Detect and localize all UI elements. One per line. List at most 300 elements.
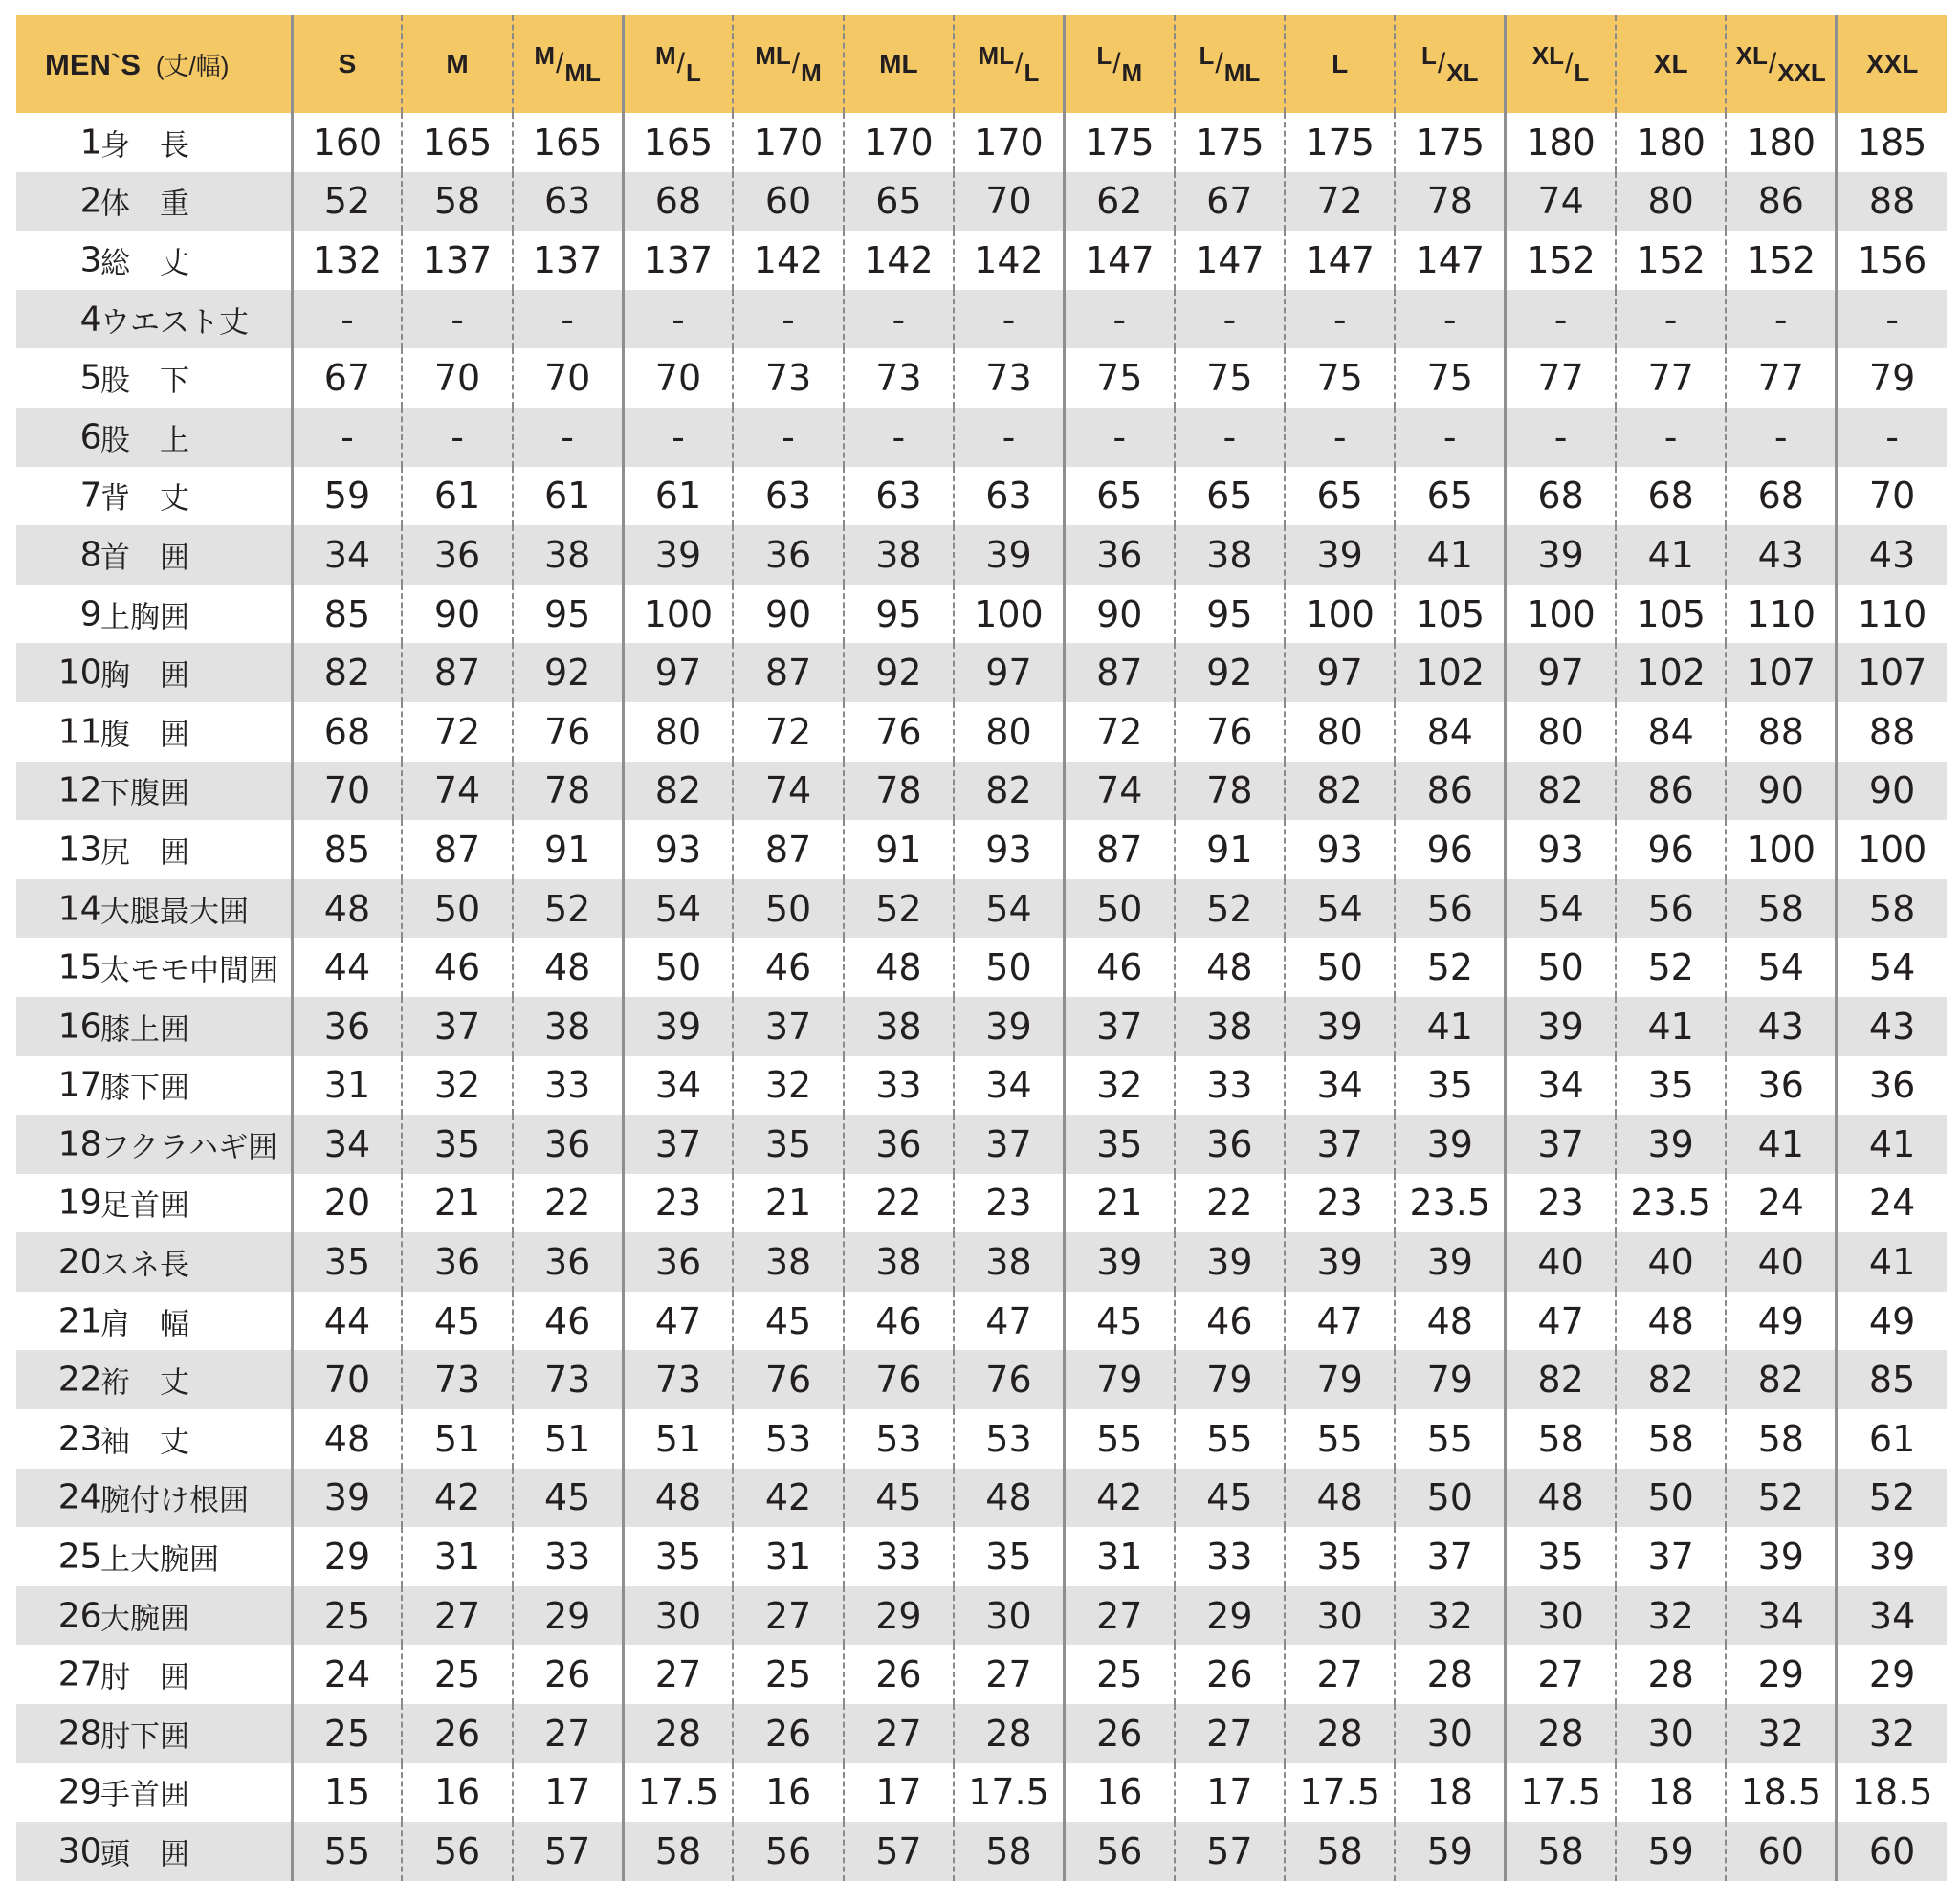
measurement-name: 上大腕囲 [100, 1542, 219, 1578]
row-label-cell [16, 231, 292, 290]
measurement-name: 手首囲 [100, 1778, 189, 1813]
measurement-value: 80 [1285, 702, 1395, 762]
table-row [16, 172, 1947, 232]
measurement-value: 36 [733, 525, 843, 585]
measurement-value: 95 [1175, 585, 1285, 644]
table-row [16, 820, 1947, 879]
measurement-value: 50 [1064, 879, 1174, 939]
measurement-value: 28 [1506, 1704, 1616, 1763]
measurement-value: 56 [733, 1822, 843, 1881]
row-number: 10 [57, 653, 102, 693]
size-header-slash: / [1768, 48, 1777, 79]
measurement-name: 尻 囲 [100, 835, 189, 871]
measurement-value: 50 [1506, 938, 1616, 997]
row-number: 29 [57, 1772, 102, 1812]
measurement-value: 90 [402, 585, 512, 644]
measurement-value: 22 [1175, 1174, 1285, 1233]
measurement-value: 72 [1285, 172, 1395, 232]
measurement-value: 34 [954, 1056, 1064, 1116]
measurement-value: 52 [1726, 1469, 1836, 1528]
measurement-value: 48 [1616, 1292, 1726, 1351]
measurement-value: 87 [402, 820, 512, 879]
measurement-value: - [292, 290, 402, 349]
size-header-9 [1175, 15, 1285, 113]
measurement-value: 39 [1395, 1115, 1505, 1174]
measurement-value: 28 [1616, 1645, 1726, 1704]
measurement-value: 70 [292, 762, 402, 821]
measurement-value: 175 [1064, 113, 1174, 172]
measurement-value: 78 [1395, 172, 1505, 232]
measurement-value: 70 [292, 1350, 402, 1409]
measurement-value: 55 [1064, 1409, 1174, 1469]
measurement-value: 32 [1064, 1056, 1174, 1116]
measurement-value: 39 [1837, 1527, 1947, 1586]
measurement-value: 175 [1175, 113, 1285, 172]
measurement-value: 39 [1506, 525, 1616, 585]
measurement-value: 86 [1395, 762, 1505, 821]
measurement-value: 23 [1506, 1174, 1616, 1233]
row-label-cell [16, 467, 292, 526]
measurement-value: 70 [954, 172, 1064, 232]
table-row [16, 231, 1947, 290]
measurement-value: - [1506, 408, 1616, 467]
measurement-value: 95 [844, 585, 954, 644]
measurement-value: 90 [1726, 762, 1836, 821]
measurement-value: 100 [1837, 820, 1947, 879]
measurement-value: 102 [1395, 643, 1505, 702]
measurement-value: 80 [1616, 172, 1726, 232]
measurement-value: 45 [844, 1469, 954, 1528]
measurement-value: 17 [1175, 1763, 1285, 1823]
measurement-value: 51 [513, 1409, 623, 1469]
measurement-value: 57 [1175, 1822, 1285, 1881]
measurement-name: ウエスト丈 [100, 305, 249, 341]
measurement-value: 60 [1837, 1822, 1947, 1881]
measurement-value: 110 [1726, 585, 1836, 644]
measurement-value: 79 [1175, 1350, 1285, 1409]
measurement-value: 37 [954, 1115, 1064, 1174]
measurement-name: 膝下囲 [100, 1071, 189, 1106]
row-label-cell [16, 113, 292, 172]
measurement-value: 87 [1064, 820, 1174, 879]
measurement-value: 25 [733, 1645, 843, 1704]
row-label-cell [16, 1232, 292, 1292]
measurement-value: 63 [733, 467, 843, 526]
measurement-value: - [1064, 408, 1174, 467]
measurement-value: 78 [844, 762, 954, 821]
measurement-value: 57 [513, 1822, 623, 1881]
row-number: 30 [57, 1831, 102, 1871]
measurement-value: 58 [1726, 1409, 1836, 1469]
measurement-value: 37 [1506, 1115, 1616, 1174]
measurement-value: 28 [954, 1704, 1064, 1763]
measurement-value: 36 [292, 997, 402, 1056]
row-label-cell [16, 762, 292, 821]
measurement-value: 137 [623, 231, 733, 290]
measurement-value: - [623, 408, 733, 467]
size-header-top: M [534, 41, 556, 70]
measurement-value: 78 [513, 762, 623, 821]
measurement-value: 32 [1837, 1704, 1947, 1763]
measurement-value: 180 [1616, 113, 1726, 172]
measurement-value: - [1285, 408, 1395, 467]
measurement-value: 58 [1616, 1409, 1726, 1469]
measurement-value: 52 [844, 879, 954, 939]
measurement-value: 35 [623, 1527, 733, 1586]
measurement-value: - [1285, 290, 1395, 349]
size-header-top: S [338, 49, 357, 78]
measurement-value: 82 [1506, 762, 1616, 821]
measurement-value: 97 [1506, 643, 1616, 702]
table-row [16, 702, 1947, 762]
measurement-value: 58 [954, 1822, 1064, 1881]
measurement-value: 79 [1285, 1350, 1395, 1409]
measurement-value: 47 [954, 1292, 1064, 1351]
measurement-value: 90 [733, 585, 843, 644]
row-label-cell [16, 1527, 292, 1586]
row-number: 20 [57, 1242, 102, 1282]
measurement-value: 82 [1285, 762, 1395, 821]
measurement-value: 37 [733, 997, 843, 1056]
table-row [16, 1822, 1947, 1881]
measurement-value: 22 [513, 1174, 623, 1233]
measurement-value: 27 [733, 1586, 843, 1646]
measurement-value: - [1395, 408, 1505, 467]
measurement-value: 170 [954, 113, 1064, 172]
measurement-value: 23 [1285, 1174, 1395, 1233]
measurement-value: 63 [513, 172, 623, 232]
measurement-value: 32 [402, 1056, 512, 1116]
row-number: 3 [79, 240, 102, 280]
measurement-value: 39 [1285, 997, 1395, 1056]
measurement-value: 48 [1395, 1292, 1505, 1351]
row-number: 11 [57, 712, 102, 752]
measurement-value: 39 [1395, 1232, 1505, 1292]
measurement-value: 93 [1285, 820, 1395, 879]
measurement-value: 36 [1175, 1115, 1285, 1174]
measurement-value: 50 [1395, 1469, 1505, 1528]
measurement-value: 41 [1837, 1115, 1947, 1174]
table-row [16, 525, 1947, 585]
measurement-value: 80 [954, 702, 1064, 762]
measurement-value: 27 [1285, 1645, 1395, 1704]
measurement-name: 肩 幅 [100, 1307, 189, 1342]
measurement-value: 91 [1175, 820, 1285, 879]
measurement-value: 17 [844, 1763, 954, 1823]
measurement-value: 55 [1395, 1409, 1505, 1469]
measurement-value: 93 [954, 820, 1064, 879]
size-header-slash: / [556, 48, 564, 79]
measurement-value: - [733, 408, 843, 467]
measurement-value: 85 [292, 585, 402, 644]
row-number: 28 [57, 1714, 102, 1754]
row-number: 14 [57, 889, 102, 929]
measurement-value: 100 [1285, 585, 1395, 644]
size-header-top: XL [1531, 41, 1565, 70]
measurement-value: 35 [1616, 1056, 1726, 1116]
measurement-value: 50 [1285, 938, 1395, 997]
measurement-value: 91 [513, 820, 623, 879]
measurement-value: 87 [733, 820, 843, 879]
measurement-value: 24 [1726, 1174, 1836, 1233]
measurement-name: スネ長 [100, 1248, 189, 1283]
measurement-name: 上胸囲 [100, 600, 189, 635]
measurement-value: - [1837, 290, 1947, 349]
measurement-value: 53 [954, 1409, 1064, 1469]
measurement-value: 30 [623, 1586, 733, 1646]
measurement-value: 34 [1726, 1586, 1836, 1646]
measurement-value: 175 [1395, 113, 1505, 172]
row-label-cell [16, 820, 292, 879]
table-row [16, 1704, 1947, 1763]
measurement-value: 48 [292, 1409, 402, 1469]
measurement-value: 78 [1175, 762, 1285, 821]
measurement-value: 56 [1064, 1822, 1174, 1881]
size-header-top: L [1421, 41, 1437, 70]
table-subtitle: (丈/幅) [155, 51, 230, 80]
row-label-cell [16, 290, 292, 349]
measurement-value: 175 [1285, 113, 1395, 172]
measurement-value: 45 [1064, 1292, 1174, 1351]
measurement-value: 52 [1616, 938, 1726, 997]
measurement-value: 38 [513, 525, 623, 585]
measurement-value: 39 [292, 1469, 402, 1528]
table-row [16, 762, 1947, 821]
measurement-value: - [844, 290, 954, 349]
measurement-value: 37 [1064, 997, 1174, 1056]
measurement-value: 54 [1726, 938, 1836, 997]
measurement-value: 23.5 [1616, 1174, 1726, 1233]
measurement-value: 18 [1395, 1763, 1505, 1823]
measurement-value: 100 [623, 585, 733, 644]
measurement-value: 22 [844, 1174, 954, 1233]
measurement-value: 92 [844, 643, 954, 702]
size-header-top: XXL [1865, 49, 1919, 78]
measurement-value: 18.5 [1726, 1763, 1836, 1823]
measurement-value: 76 [733, 1350, 843, 1409]
measurement-value: 67 [292, 348, 402, 408]
table-row [16, 348, 1947, 408]
measurement-name: 裄 丈 [100, 1365, 189, 1401]
row-label-cell [16, 879, 292, 939]
measurement-name: フクラハギ囲 [100, 1130, 278, 1165]
table-row [16, 1469, 1947, 1528]
measurement-value: 105 [1616, 585, 1726, 644]
measurement-value: 55 [292, 1822, 402, 1881]
row-label-cell [16, 1115, 292, 1174]
measurement-value: 32 [1726, 1704, 1836, 1763]
size-header-15 [1837, 15, 1947, 113]
measurement-value: 58 [402, 172, 512, 232]
measurement-value: 54 [954, 879, 1064, 939]
measurement-value: 27 [1175, 1704, 1285, 1763]
measurement-value: - [954, 290, 1064, 349]
measurement-value: 82 [1506, 1350, 1616, 1409]
measurement-value: 65 [1395, 467, 1505, 526]
measurement-value: 18 [1616, 1763, 1726, 1823]
row-number: 24 [57, 1477, 102, 1517]
measurement-value: 41 [1837, 1232, 1947, 1292]
size-header-12 [1506, 15, 1616, 113]
measurement-value: 27 [1506, 1645, 1616, 1704]
measurement-value: 50 [623, 938, 733, 997]
measurement-value: 33 [844, 1527, 954, 1586]
measurement-value: 31 [292, 1056, 402, 1116]
header-row [16, 15, 1947, 113]
measurement-value: 73 [954, 348, 1064, 408]
size-header-3 [513, 15, 623, 113]
size-header-6 [844, 15, 954, 113]
measurement-value: 70 [1837, 467, 1947, 526]
size-header-slash: / [1437, 48, 1446, 79]
table-row [16, 879, 1947, 939]
row-number: 22 [57, 1360, 102, 1400]
measurement-value: 91 [844, 820, 954, 879]
measurement-value: - [292, 408, 402, 467]
measurement-value: 48 [1506, 1469, 1616, 1528]
measurement-value: - [1726, 290, 1836, 349]
measurement-value: 165 [402, 113, 512, 172]
size-header-bottom: XXL [1777, 58, 1826, 87]
measurement-value: 47 [623, 1292, 733, 1351]
table-title: MEN`S [45, 47, 141, 81]
measurement-value: 160 [292, 113, 402, 172]
measurement-value: - [954, 408, 1064, 467]
measurement-value: 58 [1506, 1409, 1616, 1469]
measurement-value: 46 [733, 938, 843, 997]
measurement-value: 43 [1726, 997, 1836, 1056]
measurement-value: 48 [1175, 938, 1285, 997]
measurement-value: 75 [1175, 348, 1285, 408]
measurement-value: 60 [1726, 1822, 1836, 1881]
measurement-value: 74 [733, 762, 843, 821]
measurement-value: 54 [1837, 938, 1947, 997]
size-header-11 [1395, 15, 1505, 113]
row-label-cell [16, 1704, 292, 1763]
measurement-value: 46 [1175, 1292, 1285, 1351]
measurement-value: 36 [513, 1115, 623, 1174]
measurement-value: 41 [1395, 997, 1505, 1056]
size-header-slash: / [1112, 48, 1121, 79]
measurement-value: 79 [1395, 1350, 1505, 1409]
measurement-value: 70 [513, 348, 623, 408]
measurement-value: 25 [292, 1586, 402, 1646]
size-header-top: M [446, 49, 469, 78]
measurement-value: 24 [292, 1645, 402, 1704]
measurement-value: 61 [623, 467, 733, 526]
measurement-value: 88 [1837, 702, 1947, 762]
measurement-value: 165 [623, 113, 733, 172]
size-header-14 [1726, 15, 1836, 113]
measurement-value: 17.5 [1285, 1763, 1395, 1823]
measurement-value: 48 [1285, 1469, 1395, 1528]
measurement-value: 44 [292, 938, 402, 997]
measurement-value: 73 [733, 348, 843, 408]
measurement-value: 46 [1064, 938, 1174, 997]
row-number: 12 [57, 770, 102, 810]
table-row [16, 1056, 1947, 1116]
row-number: 15 [57, 947, 102, 987]
measurement-value: 79 [1837, 348, 1947, 408]
measurement-value: 33 [844, 1056, 954, 1116]
measurement-value: 97 [954, 643, 1064, 702]
measurement-value: 45 [733, 1292, 843, 1351]
measurement-value: 100 [1726, 820, 1836, 879]
row-number: 8 [79, 535, 102, 575]
measurement-value: 38 [954, 1232, 1064, 1292]
measurement-value: 165 [513, 113, 623, 172]
table-row [16, 1586, 1947, 1646]
measurement-value: 17 [513, 1763, 623, 1823]
measurement-value: 17.5 [954, 1763, 1064, 1823]
measurement-value: 34 [292, 525, 402, 585]
measurement-value: 33 [1175, 1527, 1285, 1586]
measurement-value: 107 [1837, 643, 1947, 702]
measurement-value: 43 [1837, 525, 1947, 585]
size-chart-table [16, 15, 1947, 1881]
measurement-value: 74 [1064, 762, 1174, 821]
table-row [16, 1645, 1947, 1704]
measurement-value: 29 [1175, 1586, 1285, 1646]
size-header-4 [623, 15, 733, 113]
measurement-value: 92 [1175, 643, 1285, 702]
measurement-value: 39 [954, 525, 1064, 585]
measurement-value: 36 [1837, 1056, 1947, 1116]
measurement-value: 27 [1064, 1586, 1174, 1646]
measurement-value: 49 [1726, 1292, 1836, 1351]
measurement-value: 50 [733, 879, 843, 939]
measurement-value: 55 [1285, 1409, 1395, 1469]
measurement-value: 76 [844, 702, 954, 762]
measurement-value: 59 [292, 467, 402, 526]
measurement-value: 39 [1616, 1115, 1726, 1174]
table-row [16, 585, 1947, 644]
measurement-name: 股 下 [100, 364, 189, 399]
measurement-value: 21 [733, 1174, 843, 1233]
measurement-value: - [402, 408, 512, 467]
measurement-value: 38 [513, 997, 623, 1056]
measurement-value: 42 [402, 1469, 512, 1528]
measurement-value: 33 [513, 1527, 623, 1586]
measurement-value: 90 [1837, 762, 1947, 821]
measurement-value: 35 [402, 1115, 512, 1174]
table-row [16, 643, 1947, 702]
measurement-value: 55 [1175, 1409, 1285, 1469]
measurement-value: 82 [1726, 1350, 1836, 1409]
row-number: 18 [57, 1124, 102, 1164]
measurement-value: 40 [1726, 1232, 1836, 1292]
measurement-value: 35 [1395, 1056, 1505, 1116]
row-label-cell [16, 1174, 292, 1233]
measurement-name: 太モモ中間囲 [100, 953, 278, 988]
measurement-value: 18.5 [1837, 1763, 1947, 1823]
measurement-value: 21 [402, 1174, 512, 1233]
row-label-cell [16, 1469, 292, 1528]
measurement-value: 86 [1726, 172, 1836, 232]
measurement-value: 59 [1395, 1822, 1505, 1881]
measurement-value: 26 [733, 1704, 843, 1763]
measurement-name: 首 囲 [100, 541, 189, 576]
size-header-10 [1285, 15, 1395, 113]
size-header-top: M [655, 41, 676, 70]
measurement-value: 31 [1064, 1527, 1174, 1586]
measurement-value: 75 [1395, 348, 1505, 408]
measurement-name: 足首囲 [100, 1188, 189, 1224]
measurement-name: 大腿最大囲 [100, 895, 249, 930]
measurement-value: 68 [292, 702, 402, 762]
measurement-value: 152 [1506, 231, 1616, 290]
measurement-value: 86 [1616, 762, 1726, 821]
